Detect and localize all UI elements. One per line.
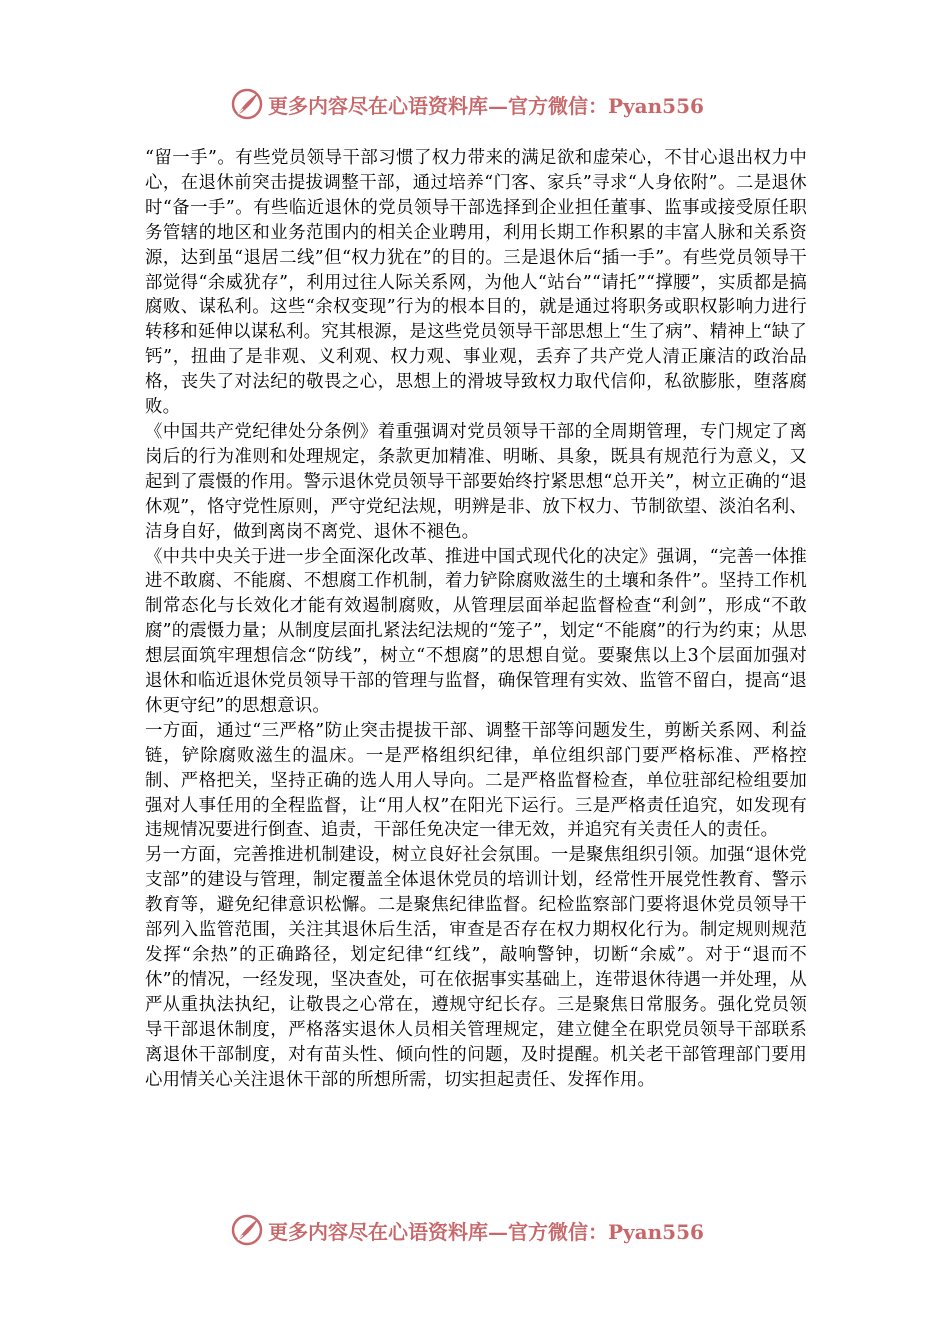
- paragraph-5: 另一方面，完善推进机制建设，树立良好社会氛围。一是聚焦组织引领。加强“退休党支部”的建设与管理，制定覆盖全体退休党员的培训计划，经常性开展党性教育、警示教育等，避免纪律意识松懈。二是聚焦纪律监督。纪检监察部门要将退休党员领导干部列入监管范围，关注其退休后生活，审查是否存在权力期权化行为。制定规则规范发挥“余热”的正确路径，划定纪律“红线”，敲响警钟，切断“余威”。对于“退而不休”的情况，一经发现，坚决查处，可在依据事实基础上，连带退休待遇一并处理，从严从重执法执纪，让敬畏之心常在，遵规守纪长存。三是聚焦日常服务。强化党员领导干部退休制度，严格落实退休人员相关管理规定，建立健全在职党员领导干部联系离退休干部制度，对有苗头性、倾向性的问题，及时提醒。机关老干部管理部门要用心用情关心关注退休干部的所想所需，切实担起责任、发挥作用。: [145, 845, 807, 1090]
- footer-banner-text: 更多内容尽在心语资料库—官方微信：Pyan556: [268, 1219, 704, 1244]
- paragraph-3: 《中共中央关于进一步全面深化改革、推进中国式现代化的决定》强调，“完善一体推进不敢腐、不能腐、不想腐工作机制，着力铲除腐败滋生的土壤和条件”。坚持工作机制常态化与长效化才能有效遏制腐败，从管理层面举起监督检查“利剑”，形成“不敢腐”的震慑力量；从制度层面扎紧法纪法规的“笼子”，划定“不能腐”的行为约束；从思想层面筑牢理想信念“防线”，树立“不想腐”的思想自觉。要聚焦以上3个层面加强对退休和临近退休党员领导干部的管理与监督，确保管理有实效、监管不留白，提高“退休更守纪”的思想意识。: [145, 546, 807, 716]
- quill-pen-logo-icon: [230, 1213, 264, 1247]
- paragraph-2: 《中国共产党纪律处分条例》着重强调对党员领导干部的全周期管理，专门规定了离岗后的行为准则和处理规定，条款更加精准、明晰、具象，既具有规范行为意义，又起到了震慑的作用。警示退休党员领导干部要始终拧紧思想“总开关”，树立正确的“退休观”，恪守党性原则，严守党纪法规，明辨是非、放下权力、节制欲望、淡泊名利、洁身自好，做到离岗不离党、退休不褪色。: [145, 421, 807, 542]
- paragraph-1: “留一手”。有些党员领导干部习惯了权力带来的满足欲和虚荣心，不甘心退出权力中心，在退休前突击提拔调整干部，通过培养“门客、家兵”寻求“人身依附”。二是退休时“备一手”。有些临近退休的党员领导干部选择到企业担任董事、监事或接受原任职务管辖的地区和业务范围内的相关企业聘用，利用长期工作积累的丰富人脉和关系资源，达到虽“退居二线”但“权力犹在”的目的。三是退休后“插一手”。有些党员领导干部觉得“余威犹存”，利用过往人际关系网，为他人“站台”“请托”“撑腰”，实质都是搞腐败、谋私利。这些“余权变现”行为的根本目的，就是通过将职务或职权影响力进行转移和延伸以谋私利。究其根源，是这些党员领导干部思想上“生了病”、精神上“缺了钙”，扭曲了是非观、义利观、权力观、事业观，丢弃了共产党人清正廉洁的政治品格，丧失了对法纪的敬畏之心，思想上的滑坡导致权力取代信仰，私欲膨胀，堕落腐败。: [145, 148, 807, 418]
- quill-pen-logo-icon: [230, 87, 264, 121]
- article-body: [145, 146, 807, 1092]
- header-banner: [230, 86, 704, 122]
- header-banner-text: 更多内容尽在心语资料库—官方微信：Pyan556: [268, 93, 704, 118]
- paragraph-4: 一方面，通过“三严格”防止突击提拔干部、调整干部等问题发生，剪断关系网、利益链，铲除腐败滋生的温床。一是严格组织纪律，单位组织部门要严格标准、严格控制、严格把关，坚持正确的选人用人导向。二是严格监督检查，单位驻部纪检组要加强对人事任用的全程监督，让“用人权”在阳光下运行。三是严格责任追究，如发现有违规情况要进行倒查、追责，干部任免决定一律无效，并追究有关责任人的责任。: [145, 720, 807, 841]
- footer-banner: [230, 1212, 704, 1248]
